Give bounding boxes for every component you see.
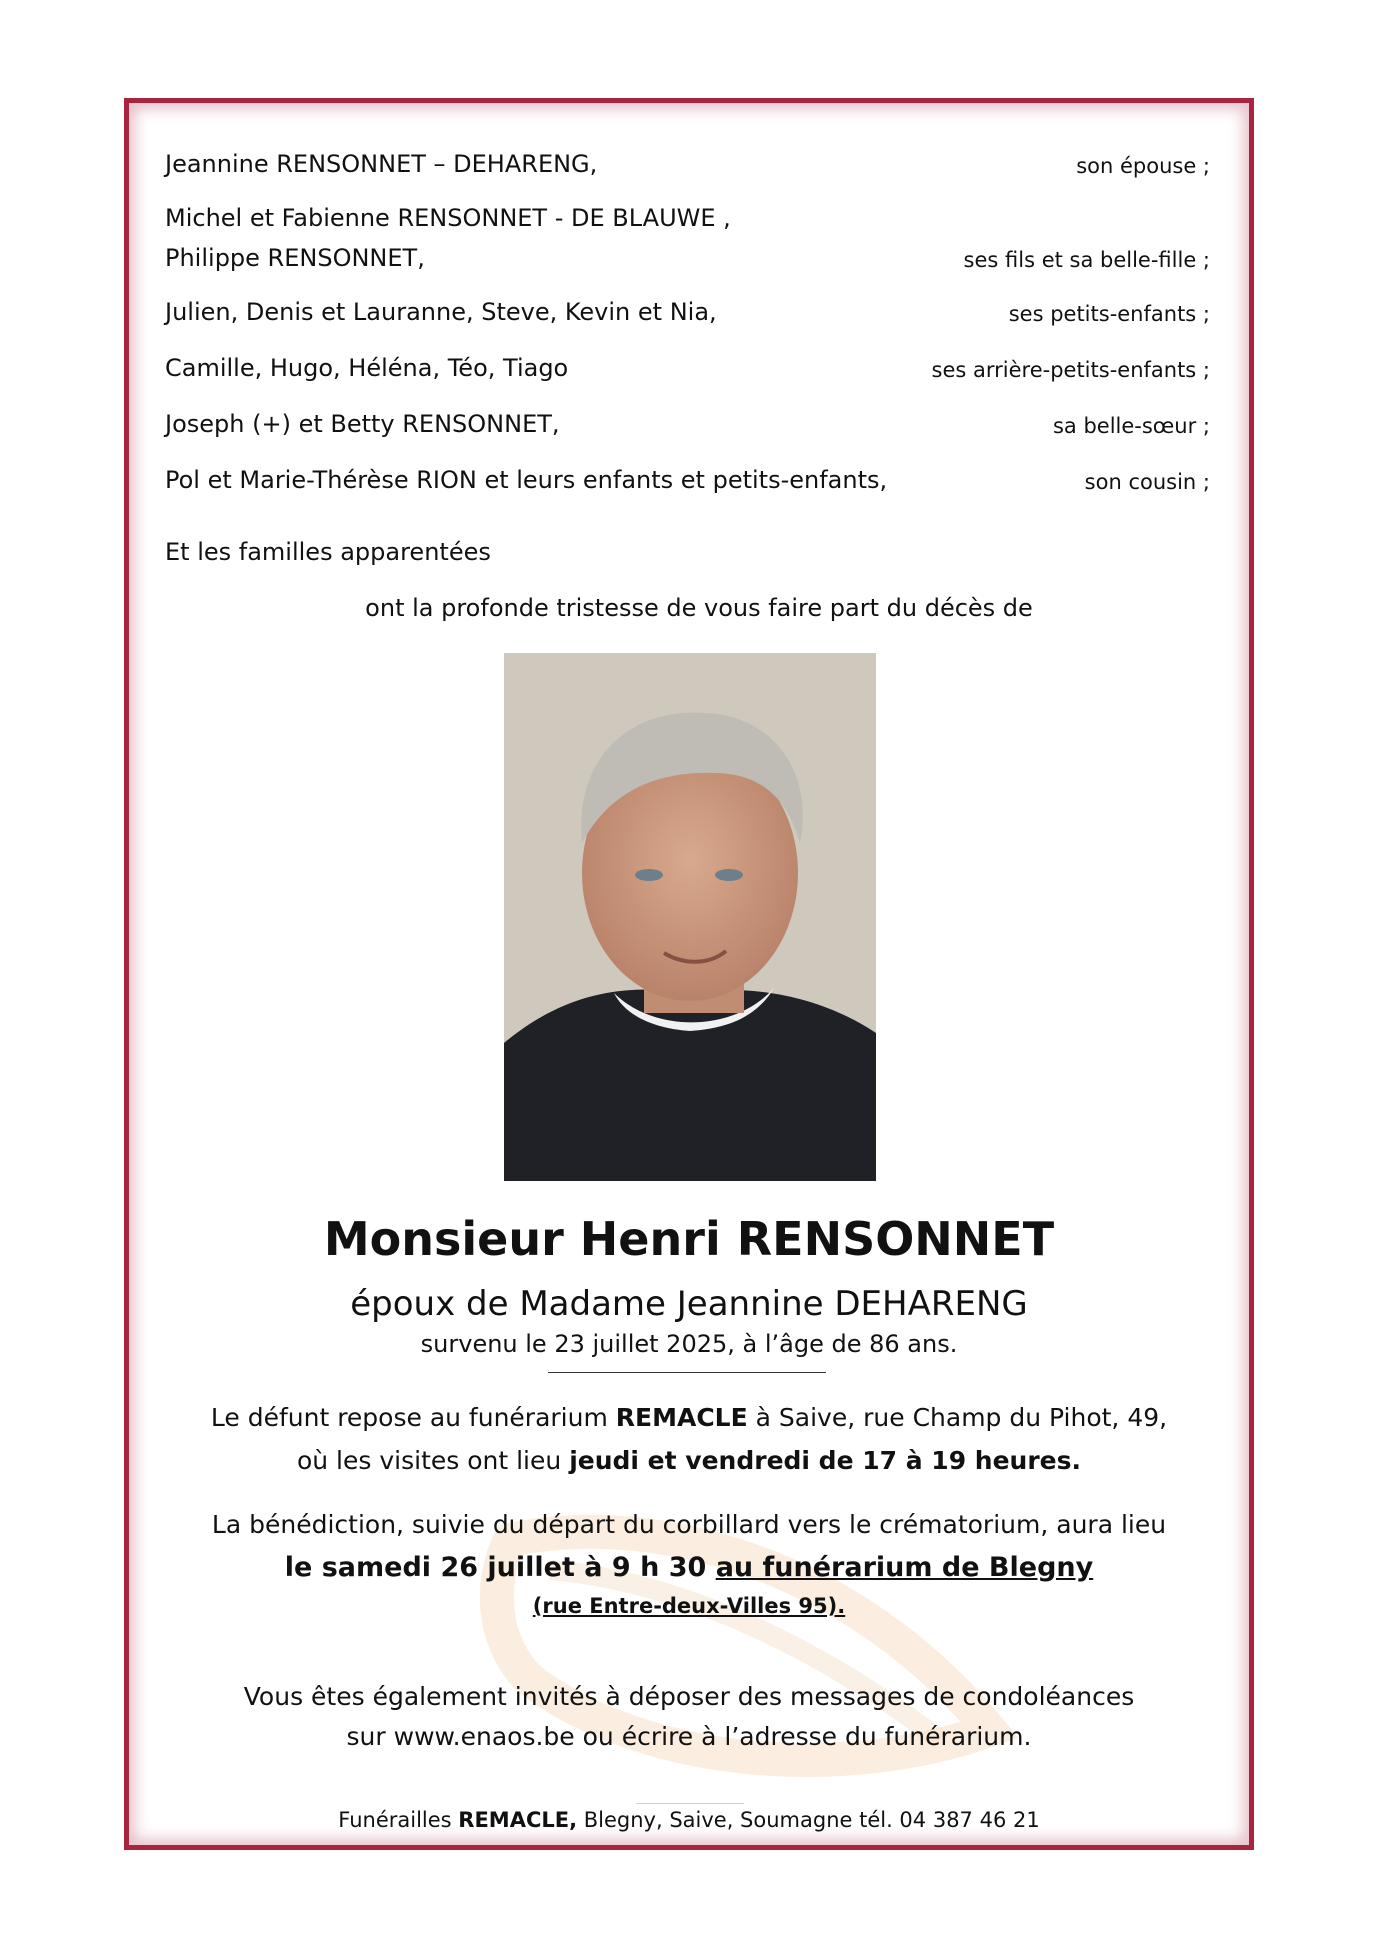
family-row: [165, 410, 1210, 444]
visits-times: jeudi et vendredi de 17 à 19 heures.: [569, 1446, 1082, 1475]
deceased-spouse: époux de Madame Jeannine DEHARENG: [350, 1284, 1028, 1324]
family-name: Camille, Hugo, Héléna, Téo, Tiago: [165, 354, 569, 382]
ceremony-where: au funérarium de Blegny: [715, 1552, 1094, 1583]
portrait-photo: [504, 653, 876, 1181]
family-relation: sa belle-sœur ;: [1052, 414, 1210, 438]
footer: [0, 1808, 1378, 1832]
repose-post: à Saive, rue Champ du Pihot, 49,: [747, 1403, 1168, 1432]
family-relation: ses arrière-petits-enfants ;: [931, 358, 1210, 382]
leaf-watermark-icon: [470, 1500, 1030, 1810]
ceremony-address: (rue Entre-deux-Villes 95).: [532, 1594, 846, 1618]
deceased-name: Monsieur Henri RENSONNET: [323, 1212, 1055, 1266]
repose-line: [0, 1403, 1378, 1432]
family-name: Michel et Fabienne RENSONNET - DE BLAUWE ,: [165, 204, 731, 232]
footer-brand: REMACLE,: [458, 1808, 578, 1832]
family-relation: son épouse ;: [1076, 154, 1210, 178]
repose-pre: Le défunt repose au funérarium: [210, 1403, 616, 1432]
families-line: Et les familles apparentées: [165, 538, 491, 566]
family-name: Jeannine RENSONNET – DEHARENG,: [165, 150, 598, 178]
family-relation: son cousin ;: [1084, 470, 1210, 494]
family-row: [165, 466, 1210, 500]
family-row: [165, 354, 1210, 388]
family-row: [165, 150, 1210, 184]
intro-text: ont la profonde tristesse de vous faire part du décès de: [365, 594, 1033, 622]
ceremony-when: le samedi 26 juillet à 9 h 30: [284, 1552, 716, 1583]
family-relation: ses petits-enfants ;: [1008, 302, 1210, 326]
family-name: Philippe RENSONNET,: [165, 244, 425, 272]
footer-separator: [636, 1803, 744, 1804]
ceremony-address-line: [0, 1594, 1378, 1618]
footer-pre: Funérailles: [338, 1808, 459, 1832]
condolences-line-1: Vous êtes également invités à déposer des messages de condoléances: [243, 1682, 1135, 1711]
family-row: [165, 298, 1210, 332]
deceased-date: survenu le 23 juillet 2025, à l’âge de 86 ans.: [420, 1330, 958, 1358]
ceremony-when-line: [0, 1552, 1378, 1583]
family-row: [165, 244, 1210, 278]
footer-post: Blegny, Saive, Soumagne tél. 04 387 46 21: [577, 1808, 1040, 1832]
family-relation: ses fils et sa belle-fille ;: [963, 248, 1210, 272]
funeral-home-name: REMACLE: [615, 1403, 748, 1432]
visits-line: [0, 1446, 1378, 1475]
family-name: Pol et Marie-Thérèse RION et leurs enfants et petits-enfants,: [165, 466, 888, 494]
separator-line: [548, 1372, 826, 1373]
ceremony-line: La bénédiction, suivie du départ du corbillard vers le crématorium, aura lieu: [211, 1510, 1167, 1539]
visits-pre: où les visites ont lieu: [296, 1446, 570, 1475]
portrait-illustration: [504, 653, 876, 1181]
condolences-line-2: sur www.enaos.be ou écrire à l’adresse du funérarium.: [346, 1722, 1032, 1751]
family-name: Joseph (+) et Betty RENSONNET,: [165, 410, 560, 438]
family-name: Julien, Denis et Lauranne, Steve, Kevin et Nia,: [165, 298, 717, 326]
